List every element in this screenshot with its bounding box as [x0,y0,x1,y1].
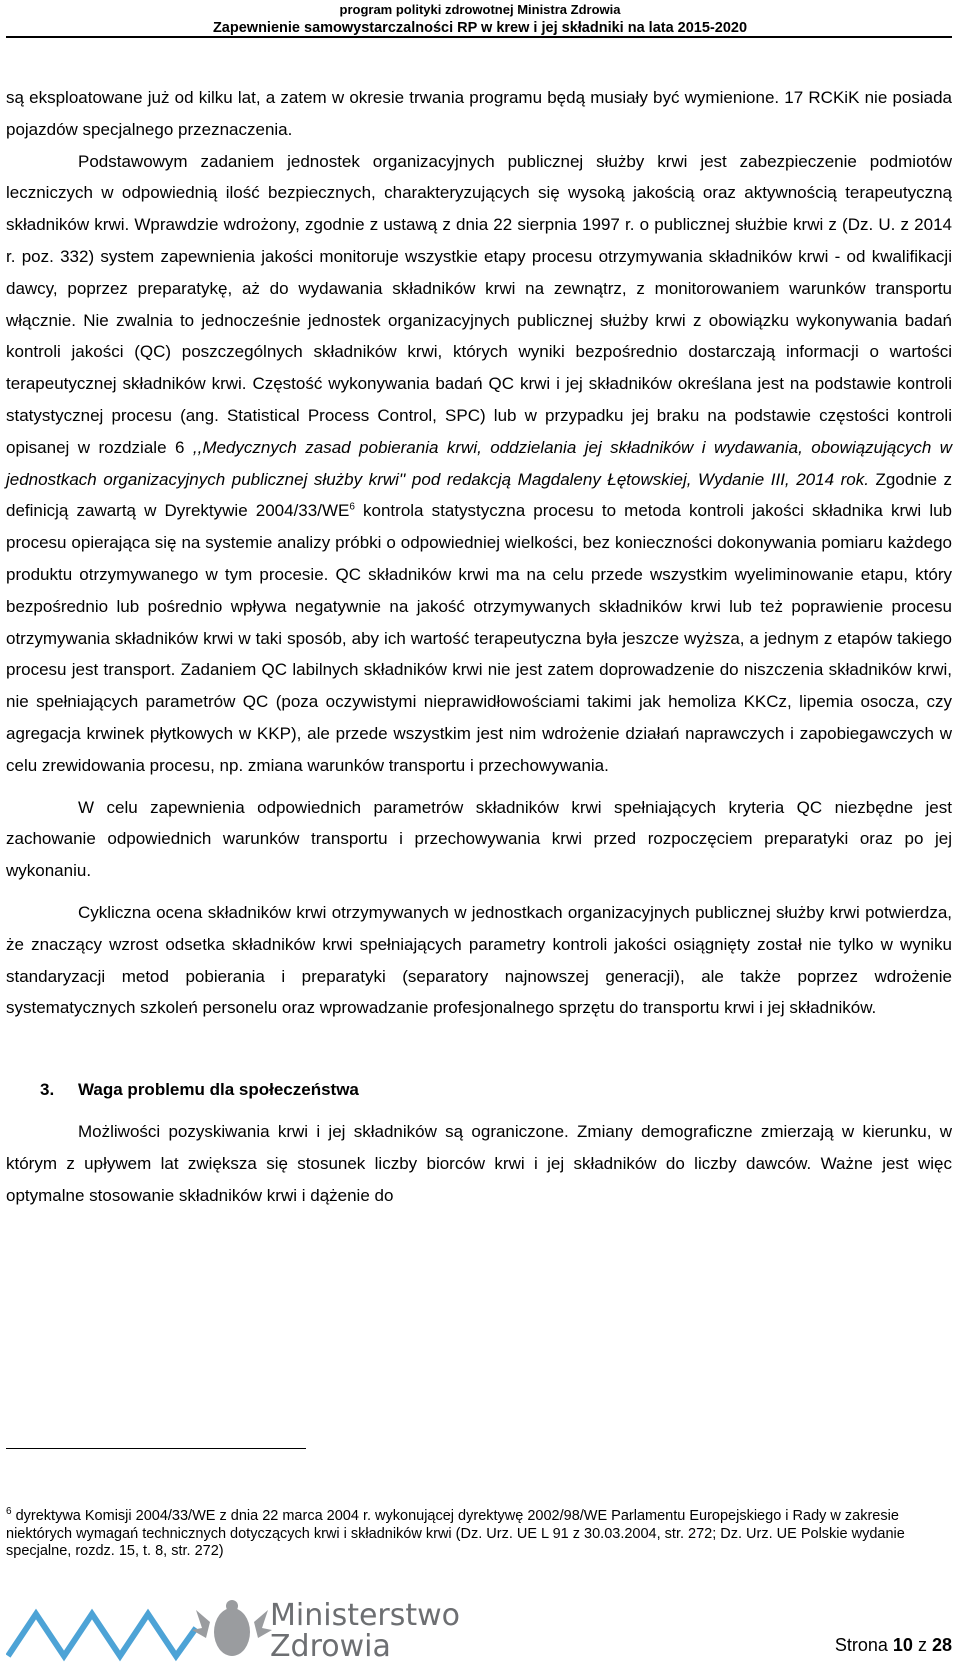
section-heading [6,1074,952,1106]
header-program-line: program polityki zdrowotnej Ministra Zdrowia [339,2,621,17]
section-title: Waga problemu dla społeczeństwa [78,1080,359,1100]
footnote-number: 6 [6,1506,12,1518]
paragraph-society: Możliwości pozyskiwania krwi i jej składników są ograniczone. Zmiany demograficzne zmierzają w kierunku, w którym z upływem lat zwiększa się stosunek liczby biorców krwi i jej składników do liczby dawców. Ważne jest więc optymalne stosowanie składników krwi i dążenie do [6,1121,952,1205]
page-header [0,0,960,37]
ministry-wordmark-line2: Zdrowia [270,1629,391,1664]
page-total: 28 [931,1635,952,1655]
ministry-wordmark-line1: Ministerstwo [270,1598,461,1633]
page-current: 10 [892,1635,913,1655]
footnote-text: dyrektywa Komisji 2004/33/WE z dnia 22 marca 2004 r. wykonującej dyrektywę 2002/98/WE Parlamentu Europejskiego i Rady w zakresie niektórych wymagań technicznych dotyczących krwi i składników krwi (Dz. Urz. UE L 91 z 30.03.2004, str. 272; Dz. Urz. UE Polskie wydanie specjalne, rozdz. 15, t. 8, str. 272) [6,1508,905,1559]
paragraph-continuation: są eksploatowane już od kilku lat, a zatem w okresie trwania programu będą musiały być wymienione. 17 RCKiK nie posiada pojazdów specjalnego przeznaczenia. [6,88,952,139]
document-body [6,82,952,1211]
paragraph-assessment: Cykliczna ocena składników krwi otrzymywanych w jednostkach organizacyjnych publicznej służby krwi potwierdza, że znaczący wzrost odsetka składników krwi spełniających parametry kontroli jakości osiągnięty został nie tylko w wyniku standaryzacji metod pobierania i preparatyki (separatory najnowszej generacji), ale także poprzez wdrożenie systematycznych szkoleń personelu oraz wprowadzanie profesjonalnego sprzętu do transportu krwi i jej składników. [6,902,952,1018]
header-title-line: Zapewnienie samowystarczalności RP w krew i jej składniki na lata 2015-2020 [212,20,748,36]
footnote [6,1508,952,1561]
wave-logo-icon [8,1614,196,1656]
paragraph-text: Zgodnie z definicją zawartą w Dyrektywie 2004/33/WE [6,469,952,521]
paragraph-transport: W celu zapewnienia odpowiednich parametrów składników krwi spełniających kryteria QC niezbędne jest zachowanie odpowiednich warunków transportu i przechowywania krwi przed rozpoczęciem preparatyki oraz po jej wykonaniu. [6,797,952,881]
footnote-reference[interactable]: 6 [349,501,355,513]
footnote-separator [6,1448,306,1449]
paragraph-text: Podstawowym zadaniem jednostek organizacyjnych publicznej służby krwi jest zabezpieczenie podmiotów leczniczych w odpowiednią ilość bezpiecznych, charakteryzujących się wysoką jakością oraz aktywnością terapeutyczną składników krwi. Wprawdzie wdrożony, zgodnie z ustawą z dnia 22 sierpnia 1997 r. o publicznej służbie krwi z (Dz. U. z 2014 r. poz. 332) system zapewnienia jakości monitoruje wszystkie etapy procesu otrzymywania składników krwi - od kwalifikacji dawcy, poprzez preparatykę, aż do wydawania składników krwi na zewnątrz, z monitorowaniem warunków transportu włącznie. Nie zwalnia to jednocześnie jednostek organizacyjnych publicznej służby krwi z obowiązku wykonywania badań kontroli jakości (QC) poszczególnych składników krwi, których wyniki bezpośrednio dostarczają informacji o wartości terapeutycznej składników krwi. Częstość wykonywania badań QC krwi i jej składników określana jest na podstawie kontroli statystycznej procesu (ang. Statistical Process Control, SPC) lub w przypadku jej braku na podstawie częstości kontroli opisanej w rozdziale 6 [6,151,952,457]
page-label: Strona [834,1635,893,1655]
paragraph-italic-citation: ,,Medycznych zasad pobierania krwi, oddzielania jej składników i wydawania, obowiązujących w jednostkach organizacyjnych publicznej służby krwi'' pod redakcją Magdaleny Łętowskiej, Wydanie III, 2014 rok. [6,437,953,489]
paragraph-text: kontrola statystyczna procesu to metoda kontroli jakości składnika krwi lub procesu opierająca się na systemie analizy próbki o odpowiedniej wielkości, bez konieczności dokonywania pomiaru każdego produktu otrzymywanego w tym procesie. QC składników krwi ma na celu przede wszystkim wyeliminowanie etapu, który bezpośrednio lub pośrednio wpływa negatywnie na jakość otrzymywanych składników krwi lub też poprawienie procesu otrzymywania składników krwi w taki sposób, aby ich wartość terapeutyczna była jeszcze wyższa, a jednym z etapów takiego procesu jest transport. Zadaniem QC labilnych składników krwi nie jest zatem doprowadzenie do niszczenia składników krwi, nie spełniających parametrów QC (poza oczywistymi nieprawidłowościami takimi jak hemoliza KKCz, lipemia osocza, czy agregacja krwinek płytkowych w KKP), ale przede wszystkim jest nim wdrożenie działań naprawczych i zapobiegawczych w celu zrewidowania procesu, np. zmiana warunków transportu i przechowywania. [6,501,952,775]
page-separator: z [912,1635,932,1655]
eagle-emblem-icon [192,1600,272,1656]
paragraph-quality-control [6,146,952,782]
ministry-wordmark [270,1600,460,1662]
header-rule [6,36,952,38]
page-number [835,1635,952,1656]
section-number: 3. [40,1080,55,1100]
